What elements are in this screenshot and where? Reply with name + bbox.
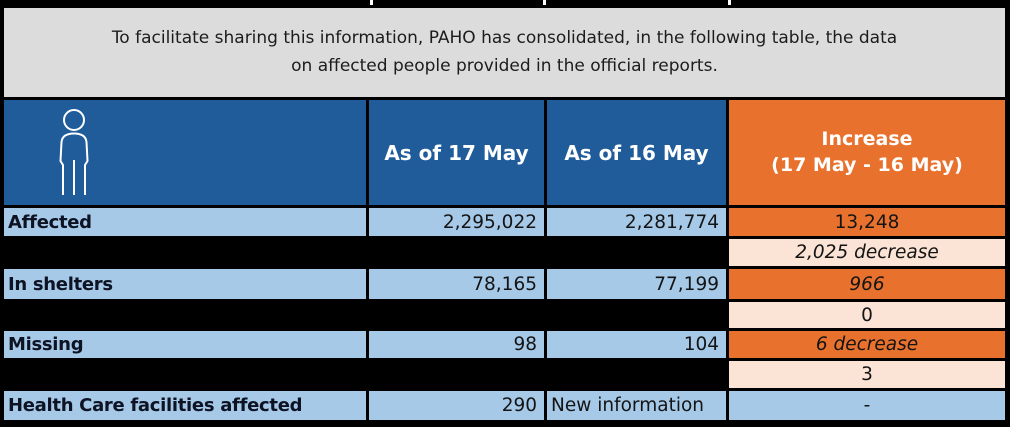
in-shelters-asof17-value: 78,165 (369, 269, 544, 299)
column-divider-mark (543, 0, 546, 5)
intro-banner-line1: To facilitate sharing this information, PAHO has consolidated, in the following table, the data (111, 28, 898, 49)
missing-increase-value: 6 decrease (729, 331, 1005, 358)
spacer-row (4, 361, 726, 388)
column-divider-mark (370, 0, 373, 5)
spacer-row (4, 302, 726, 328)
column-header-16may: As of 16 May (547, 100, 726, 205)
missing-note-value: 3 (729, 361, 1005, 388)
column-header-17may: As of 17 May (369, 100, 544, 205)
affected-asof16-value: 2,281,774 (547, 208, 726, 236)
row-label-health-care-facilities: Health Care facilities affected (4, 391, 366, 420)
affected-asof17-value: 2,295,022 (369, 208, 544, 236)
cropped-row-divider-strip (0, 0, 1010, 8)
in-shelters-note-value: 0 (729, 302, 1005, 328)
column-header-increase-line2: (17 May - 16 May) (771, 153, 963, 176)
affected-people-table (0, 8, 1010, 427)
missing-asof17-value: 98 (369, 331, 544, 358)
in-shelters-increase-value: 966 (729, 269, 1005, 299)
row-label-in-shelters: In shelters (4, 269, 366, 299)
header-icon-cell (4, 100, 366, 205)
person-outline-icon (56, 109, 92, 197)
column-header-increase (729, 100, 1005, 205)
column-header-increase-line1: Increase (821, 127, 913, 150)
spacer-row (4, 239, 726, 266)
missing-asof16-value: 104 (547, 331, 726, 358)
intro-banner-line2: on affected people provided in the official reports. (291, 55, 718, 76)
in-shelters-asof16-value: 77,199 (547, 269, 726, 299)
health-care-asof17-value: 290 (369, 391, 544, 420)
health-care-increase-value: - (729, 391, 1005, 420)
row-label-affected: Affected (4, 208, 366, 236)
affected-increase-value: 13,248 (729, 208, 1005, 236)
column-divider-mark (728, 0, 731, 5)
intro-banner (4, 8, 1005, 97)
health-care-asof16-value: New information (547, 391, 726, 420)
row-label-missing: Missing (4, 331, 366, 358)
affected-note-value: 2,025 decrease (729, 239, 1005, 266)
